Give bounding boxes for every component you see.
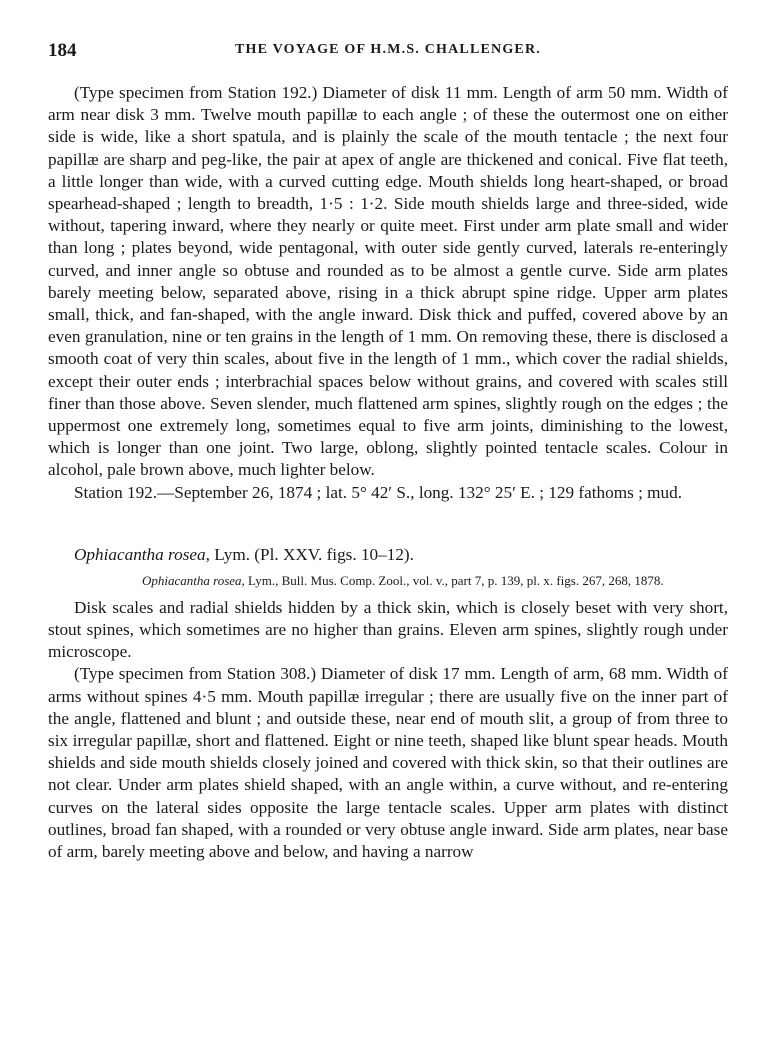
page-number: 184: [48, 40, 77, 61]
running-title: THE VOYAGE OF H.M.S. CHALLENGER.: [235, 42, 541, 57]
species-authority: , Lym. (Pl. XXV. figs. 10–12).: [205, 544, 414, 564]
running-head: [48, 40, 728, 64]
species-heading: [48, 544, 728, 566]
type-specimen-description-308: (Type specimen from Station 308.) Diameter of disk 17 mm. Length of arm, 68 mm. Width of arms without spines 4·5 mm. Mouth papillæ irregular ; there are usually five on the inner part of the angle, flattened and blunt ; and outside these, near end of mouth slit, a group of from three to six irregular papillæ, short and flattened. Eight or nine teeth, shaped like blunt spear heads. Mouth shields and side mouth shields closely joined and covered with thick skin, so that their outlines are not clear. Under arm plates shield shaped, with an angle within, a curve without, and re-entering curves on the lateral sides opposite the large tentacle scales. Upper arm plates with distinct outlines, broad fan shaped, with a rounded or very obtuse angle inward. Side arm plates, near base of arm, barely meeting above and below, and having a narrow: [48, 664, 728, 862]
page: [48, 40, 728, 863]
station-record-192: Station 192.—September 26, 1874 ; lat. 5° 42′ S., long. 132° 25′ E. ; 129 fathoms ; mud.: [74, 482, 682, 502]
citation-species-name: Ophiacantha rosea: [142, 572, 242, 588]
citation-reference: , Lym., Bull. Mus. Comp. Zool., vol. v., part 7, p. 139, pl. x. figs. 267, 268, 1878.: [241, 572, 664, 588]
type-specimen-description-192: (Type specimen from Station 192.) Diameter of disk 11 mm. Length of arm 50 mm. Width of arm near disk 3 mm. Twelve mouth papillæ to each angle ; of these the outermost one on either side is wide, like a short spatula, and is plainly the scale of the mouth tentacle ; the next four papillæ are sharp and peg-like, the pair at apex of angle are thickened and conical. Five flat teeth, a little longer than wide, with a curved cutting edge. Mouth shields long heart-shaped, or broad spearhead-shaped ; length to breadth, 1·5 : 1·2. Side mouth shields large and three-sided, wide without, tapering inward, where they nearly or quite meet. First under arm plate small and wider than long ; plates beyond, wide pentagonal, with outer side gently curved, laterals re-enteringly curved, and inner angle so obtuse and rounded as to be almost a gentle curve. Side arm plates barely meeting below, separated above, rising in a thick abrupt spine ridge. Upper arm plates small, thick, and fan-shaped, with the angle inward. Disk thick and puffed, covered above by an even granulation, nine or ten grains in the length of 1 mm. On removing these, there is disclosed a smooth coat of very thin scales, about five in the length of 1 mm., which cover the radial shields, except their outer ends ; interbrachial spaces below without grains, and covered with scales still finer than those above. Seven slender, much flattened arm spines, slightly rough on the edges ; the uppermost one extremely long, sometimes equal to five arm joints, diminishing to the lowest, which is longer than one joint. Two large, oblong, slightly pointed tentacle scales. Colour in alcohol, pale brown above, much lighter below.: [48, 83, 728, 480]
species-name: Ophiacantha rosea: [74, 544, 206, 564]
species-summary: Disk scales and radial shields hidden by a thick skin, which is closely beset with very short, stout spines, which sometimes are no higher than grains. Eleven arm spines, slightly rough under microscope.: [48, 597, 728, 662]
bibliographic-citation: [142, 572, 728, 589]
